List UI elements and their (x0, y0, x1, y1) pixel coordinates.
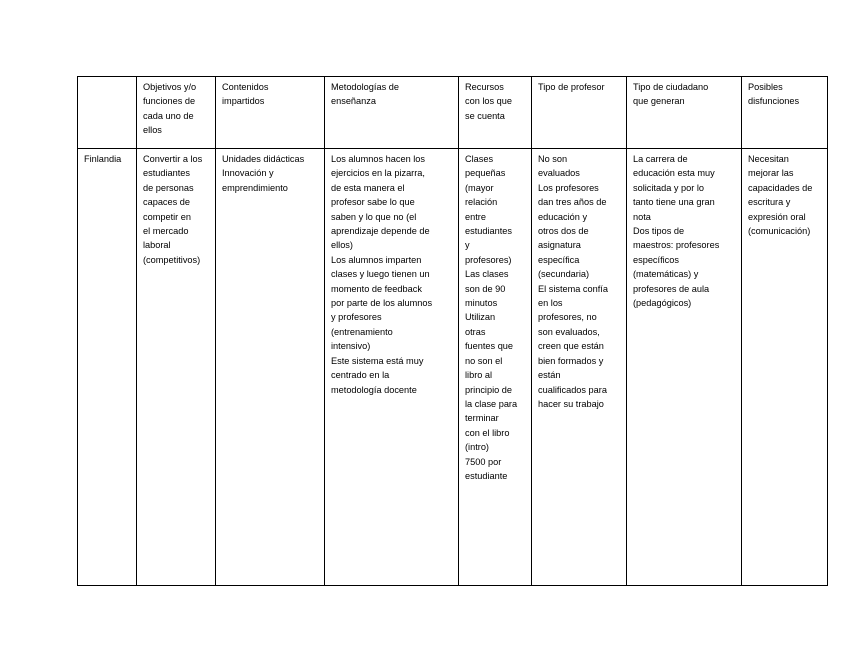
cell-text-line: emprendimiento (222, 182, 288, 193)
cell-text-line: por parte de los alumnos (331, 298, 433, 309)
cell-text-line: cada uno de (143, 110, 194, 121)
cell-text-line: (mayor (465, 182, 494, 193)
cell-text-line: con el libro (465, 427, 510, 438)
cell-objetivos (137, 149, 216, 586)
cell-text-line: asignatura (538, 240, 581, 251)
cell-text-line: entre (465, 211, 486, 222)
cell-text-line: escritura y (748, 197, 791, 208)
cell-metodologias (325, 149, 459, 586)
cell-text-line: profesores) (465, 254, 512, 265)
header-cell-metodologias (325, 77, 459, 149)
cell-text-line: hacer su trabajo (538, 398, 604, 409)
cell-text-line: y (465, 240, 470, 251)
header-cell-tipo-profesor (532, 77, 627, 149)
cell-text-line: ellos (143, 125, 162, 136)
cell-text-line: Clases (465, 154, 494, 164)
cell-text-line: Tipo de profesor (538, 82, 605, 92)
cell-recursos (459, 149, 532, 586)
cell-text-line: aprendizaje depende de (331, 226, 430, 237)
cell-text-line: se cuenta (465, 110, 505, 121)
cell-text-line: clases y luego tienen un (331, 269, 430, 280)
cell-text-line: específica (538, 254, 580, 265)
table-header-row (78, 77, 828, 149)
cell-text-line: educación y (538, 211, 588, 222)
cell-text-line: (pedagógicos) (633, 298, 692, 309)
cell-text-line: profesores de aula (633, 283, 710, 294)
header-cell-contenidos (216, 77, 325, 149)
cell-text-line: La carrera de (633, 154, 688, 164)
cell-text-line: Posibles (748, 82, 783, 92)
cell-text-line: educación esta muy (633, 168, 715, 179)
cell-text-line: terminar (465, 413, 499, 424)
cell-text-line: impartidos (222, 96, 265, 107)
cell-text-line: en los (538, 298, 563, 309)
cell-text-line: Los alumnos hacen los (331, 154, 425, 164)
cell-text-line: Objetivos y/o (143, 82, 197, 92)
cell-text-line: saben y lo que no (el (331, 211, 417, 222)
cell-text-line: disfunciones (748, 96, 800, 107)
cell-disfunciones (742, 149, 828, 586)
cell-text-line: expresión oral (748, 211, 806, 222)
cell-text-line: Los alumnos imparten (331, 254, 422, 265)
cell-text-line: Necesitan (748, 154, 789, 164)
cell-text-line: son evaluados, (538, 326, 600, 337)
cell-text-line: ejercicios en la pizarra, (331, 168, 425, 179)
cell-text-line: minutos (465, 298, 498, 309)
cell-text-line: no son el (465, 355, 503, 366)
cell-text-line: (secundaria) (538, 269, 590, 280)
cell-text-line: dan tres años de (538, 197, 607, 208)
cell-text-line: profesor sabe lo que (331, 197, 415, 208)
header-cell-empty (78, 77, 137, 149)
cell-text-line: mejorar las (748, 168, 794, 179)
cell-text-line: bien formados y (538, 355, 604, 366)
cell-text-line: Tipo de ciudadano (633, 82, 709, 92)
cell-text-line: centrado en la (331, 370, 390, 381)
cell-text-line: estudiante (465, 470, 508, 481)
cell-text-line: el mercado (143, 226, 189, 237)
cell-text-line: y profesores (331, 312, 382, 323)
cell-text-line: Las clases (465, 269, 509, 280)
cell-country (78, 149, 137, 586)
cell-text-line: pequeñas (465, 168, 506, 179)
header-cell-tipo-ciudadano (627, 77, 742, 149)
cell-text-line: evaluados (538, 168, 580, 179)
cell-text-line: son de 90 (465, 283, 506, 294)
cell-text-line: maestros: profesores (633, 240, 720, 251)
cell-text-line: 7500 por (465, 456, 502, 467)
cell-text-line: Unidades didácticas (222, 154, 305, 164)
cell-text-line: intensivo) (331, 341, 371, 352)
cell-text-line: Metodologías de (331, 82, 399, 92)
cell-text-line: Este sistema está muy (331, 355, 424, 366)
cell-text-line: (entrenamiento (331, 326, 393, 337)
cell-text-line: momento de feedback (331, 283, 422, 294)
cell-text-line: Recursos (465, 82, 504, 92)
cell-text-line: libro al (465, 370, 493, 381)
cell-text-line: profesores, no (538, 312, 597, 323)
cell-text-line: Utilizan (465, 312, 496, 323)
cell-text-line: solicitada y por lo (633, 182, 704, 193)
cell-text-line: creen que están (538, 341, 604, 352)
cell-text-line: (matemáticas) y (633, 269, 699, 280)
cell-text-line: Innovación y (222, 168, 274, 179)
cell-text-line: cualificados para (538, 384, 607, 395)
cell-text-line: laboral (143, 240, 171, 251)
cell-text-line: El sistema confía (538, 283, 608, 294)
cell-text-line: Los profesores (538, 182, 599, 193)
cell-text-line: de personas (143, 182, 194, 193)
comparison-table (77, 76, 828, 586)
cell-text-line: fuentes que (465, 341, 514, 352)
cell-text-line: funciones de (143, 96, 196, 107)
cell-text-line: relación (465, 197, 498, 208)
header-cell-disfunciones (742, 77, 828, 149)
cell-text-line: Convertir a los (143, 154, 203, 164)
cell-text-line: principio de (465, 384, 512, 395)
cell-text-line: (comunicación) (748, 226, 811, 237)
cell-text-line: otras (465, 326, 486, 337)
cell-text-line: de esta manera el (331, 182, 405, 193)
table-row (78, 149, 828, 586)
cell-text-line: están (538, 370, 561, 381)
header-cell-objetivos (137, 77, 216, 149)
cell-text-line: Contenidos (222, 82, 269, 92)
cell-tipo-ciudadano (627, 149, 742, 586)
cell-contenidos (216, 149, 325, 586)
cell-text-line: enseñanza (331, 96, 376, 107)
cell-text-line: No son (538, 154, 568, 164)
cell-text-line: otros dos de (538, 226, 589, 237)
cell-text-line: que generan (633, 96, 685, 107)
cell-text-line: estudiantes (143, 168, 190, 179)
cell-text-line: Finlandia (84, 154, 122, 164)
cell-text-line: ellos) (331, 240, 353, 251)
cell-text-line: tanto tiene una gran (633, 197, 715, 208)
cell-text-line: capaces de (143, 197, 190, 208)
cell-text-line: con los que (465, 96, 512, 107)
cell-text-line: estudiantes (465, 226, 512, 237)
cell-text-line: nota (633, 211, 651, 222)
cell-text-line: (competitivos) (143, 254, 201, 265)
cell-text-line: capacidades de (748, 182, 813, 193)
cell-text-line: específicos (633, 254, 679, 265)
cell-text-line: metodología docente (331, 384, 417, 395)
cell-text-line: Dos tipos de (633, 226, 685, 237)
cell-text-line: (intro) (465, 442, 489, 453)
header-cell-recursos (459, 77, 532, 149)
cell-text-line: competir en (143, 211, 192, 222)
cell-tipo-profesor (532, 149, 627, 586)
cell-text-line: la clase para (465, 398, 518, 409)
